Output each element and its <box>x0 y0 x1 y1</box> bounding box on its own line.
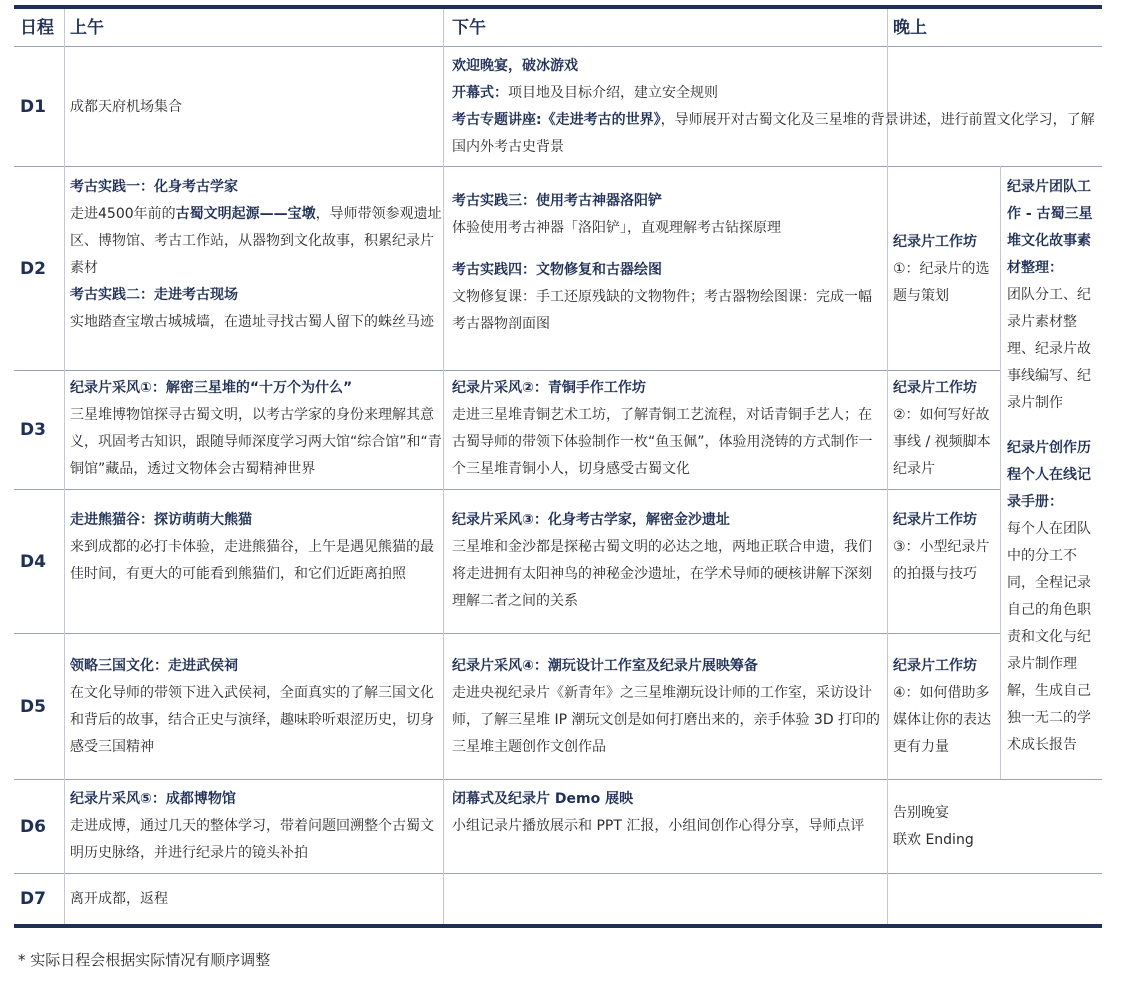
d5-morning-title: 领略三国文化：走进武侯祠 <box>70 658 238 674</box>
d7-morning <box>70 886 440 913</box>
d3-afternoon-title: 纪录片采风②：青铜手作工作坊 <box>452 380 646 396</box>
d3-morning <box>70 375 442 483</box>
d2-morning-body1-hl: 古蜀文明起源——宝墩 <box>175 206 316 222</box>
d1-afternoon-line3-text: ，导师展开对古蜀文化及三星堆的背景讲述，进行前置文化学习，了解国内外考古史背景 <box>452 112 1095 155</box>
d7-morning-body: 离开成都，返程 <box>70 891 168 907</box>
header-afternoon: 下午 <box>452 18 486 38</box>
documentary-body1: 团队分工、纪录片素材整理、纪录片故事线编写、纪录片制作 <box>1007 287 1091 411</box>
d4-morning <box>70 507 442 588</box>
header-morning: 上午 <box>70 18 104 38</box>
d4-morning-body: 来到成都的必打卡体验，走进熊猫谷，上午是遇见熊猫的最佳时间，有更大的可能看到熊猫们，和它们近距离拍照 <box>70 539 434 582</box>
d3-evening <box>893 375 998 483</box>
d6-morning <box>70 786 442 867</box>
day-label-d4: D4 <box>20 552 46 572</box>
header-evening: 晚上 <box>893 18 927 38</box>
d5-afternoon-title: 纪录片采风④：潮玩设计工作室及纪录片展映筹备 <box>452 658 758 674</box>
d1-morning-body: 成都天府机场集合 <box>70 99 182 115</box>
day-label-d5: D5 <box>20 697 46 717</box>
d3-afternoon-body: 走进三星堆青铜艺术工坊，了解青铜工艺流程，对话青铜手艺人；在古蜀导师的带领下体验制作一枚“鱼玉佩”，体验用浇铸的方式制作一个三星堆青铜小人，切身感受古蜀文化 <box>452 407 873 477</box>
d1-afternoon-line3-title: 《走进考古的世界》 <box>541 112 661 128</box>
d6-morning-title: 纪录片采风⑤：成都博物馆 <box>70 791 236 807</box>
day-label-d3: D3 <box>20 420 46 440</box>
day-label-d6: D6 <box>20 817 46 837</box>
day-label-d7: D7 <box>20 889 46 909</box>
documentary-body2: 每个人在团队中的分工不同，全程记录自己的角色职责和文化与纪录片制作理解，生成自己独一无二的学术成长报告 <box>1007 521 1091 753</box>
d3-morning-body: 三星堆博物馆探寻古蜀文明，以考古学家的身份来理解其意义，巩固考古知识，跟随导师深度学习两大馆“综合馆”和“青铜馆”藏品，透过文物体会古蜀精神世界 <box>70 407 442 477</box>
d2-afternoon-title2: 考古实践四：文物修复和古器绘图 <box>452 262 662 278</box>
d6-afternoon-title: 闭幕式及纪录片 Demo 展映 <box>452 791 634 807</box>
d5-evening-title: 纪录片工作坊 <box>893 658 977 674</box>
header-schedule: 日程 <box>20 18 54 38</box>
d2-morning <box>70 174 442 336</box>
row-rule-d6 <box>14 873 1102 874</box>
row-rule-d1 <box>14 166 1102 167</box>
d4-evening-title: 纪录片工作坊 <box>893 512 977 528</box>
d3-evening-title: 纪录片工作坊 <box>893 380 977 396</box>
col-sep-2 <box>443 9 444 924</box>
d5-morning-body: 在文化导师的带领下进入武侯祠，全面真实的了解三国文化和背后的故事，结合正史与演绎，趣味聆听艰涩历史，切身感受三国精神 <box>70 685 434 755</box>
d2-evening <box>893 229 998 310</box>
day-label-d2: D2 <box>20 259 46 279</box>
d4-afternoon-body: 三星堆和金沙都是探秘古蜀文明的必达之地，两地正联合申遗，我们将走进拥有太阳神鸟的神秘金沙遗址，在学术导师的硬核讲解下深刻理解二者之间的关系 <box>452 539 872 609</box>
d2-morning-body2: 实地踏查宝墩古城城墙，在遗址寻找古蜀人留下的蛛丝马迹 <box>70 314 434 330</box>
day-label-d1: D1 <box>20 97 46 117</box>
footnote: * 实际日程会根据实际情况有顺序调整 <box>18 951 271 969</box>
d5-afternoon <box>452 653 884 761</box>
d2-morning-title1: 考古实践一：化身考古学家 <box>70 179 238 195</box>
row-rule-d3 <box>14 489 1000 490</box>
col-sep-4 <box>1000 166 1001 779</box>
row-rule-d4 <box>14 633 1000 634</box>
d5-afternoon-body: 走进央视纪录片《新青年》之三星堆潮玩设计师的工作室，采访设计师，了解三星堆 IP 潮玩文创是如何打磨出来的，亲手体验 3D 打印的三星堆主题创作文创作品 <box>452 685 881 755</box>
d6-evening-line2: 联欢 Ending <box>893 832 974 848</box>
d2-afternoon-body1: 体验使用考古神器「洛阳铲」，直观理解考古钻探原理 <box>452 220 781 236</box>
d4-morning-title: 走进熊猫谷：探访萌萌大熊猫 <box>70 512 252 528</box>
documentary-title1: 纪录片团队工作 - 古蜀三星堆文化故事素材整理： <box>1007 179 1093 276</box>
row-rule-d2 <box>14 370 1000 371</box>
d6-evening-line1: 告别晚宴 <box>893 805 949 821</box>
table-top-rule <box>14 5 1102 9</box>
documentary-column <box>1007 174 1103 759</box>
d2-afternoon-title1: 考古实践三：使用考古神器洛阳铲 <box>452 193 662 209</box>
d6-evening <box>893 800 1093 854</box>
d3-evening-body: ②：如何写好故事线 / 视频脚本纪录片 <box>893 407 991 477</box>
d2-morning-title2: 考古实践二：走进考古现场 <box>70 287 238 303</box>
d5-evening <box>893 653 998 761</box>
col-sep-1 <box>64 9 65 924</box>
d4-afternoon-title: 纪录片采风③：化身考古学家，解密金沙遗址 <box>452 512 730 528</box>
d5-morning <box>70 653 442 761</box>
d2-morning-body1-post: ，导师带领参观遗址区、博物馆、考古工作站，从器物到文化故事，积累纪录片素材 <box>70 206 442 276</box>
d6-afternoon-body: 小组记录片播放展示和 PPT 汇报，小组间创作心得分享，导师点评 <box>452 818 865 834</box>
d5-evening-body: ④：如何借助多媒体让你的表达更有力量 <box>893 685 991 755</box>
documentary-title2: 纪录片创作历程个人在线记录手册： <box>1007 440 1091 510</box>
d1-afternoon-line1: 欢迎晚宴，破冰游戏 <box>452 58 578 74</box>
table-bottom-rule <box>14 924 1102 928</box>
d1-afternoon-line2-label: 开幕式： <box>452 85 508 101</box>
d4-evening <box>893 507 998 588</box>
d4-evening-body: ③：小型纪录片的拍摄与技巧 <box>893 539 990 582</box>
d1-afternoon <box>452 53 1102 161</box>
d2-morning-body1-pre: 走进4500年前的 <box>70 206 176 222</box>
header-rule <box>14 46 1102 47</box>
d1-afternoon-line2-text: 项目地及目标介绍，建立安全规则 <box>508 85 718 101</box>
d3-morning-title: 纪录片采风①：解密三星堆的“十万个为什么” <box>70 380 353 396</box>
d1-afternoon-line3-label: 考古专题讲座: <box>452 112 542 128</box>
d2-afternoon-body2: 文物修复课：手工还原残缺的文物物件；考古器物绘图课：完成一幅考古器物剖面图 <box>452 289 872 332</box>
d6-morning-body: 走进成博，通过几天的整体学习，带着问题回溯整个古蜀文明历史脉络，并进行纪录片的镜头补拍 <box>70 818 434 861</box>
d2-evening-body: ①：纪录片的选题与策划 <box>893 261 990 304</box>
d2-afternoon <box>452 188 884 338</box>
d6-afternoon <box>452 786 884 840</box>
row-rule-d5 <box>14 779 1102 780</box>
d2-evening-title: 纪录片工作坊 <box>893 234 977 250</box>
d4-afternoon <box>452 507 884 615</box>
d3-afternoon <box>452 375 884 483</box>
d1-morning <box>70 94 440 121</box>
